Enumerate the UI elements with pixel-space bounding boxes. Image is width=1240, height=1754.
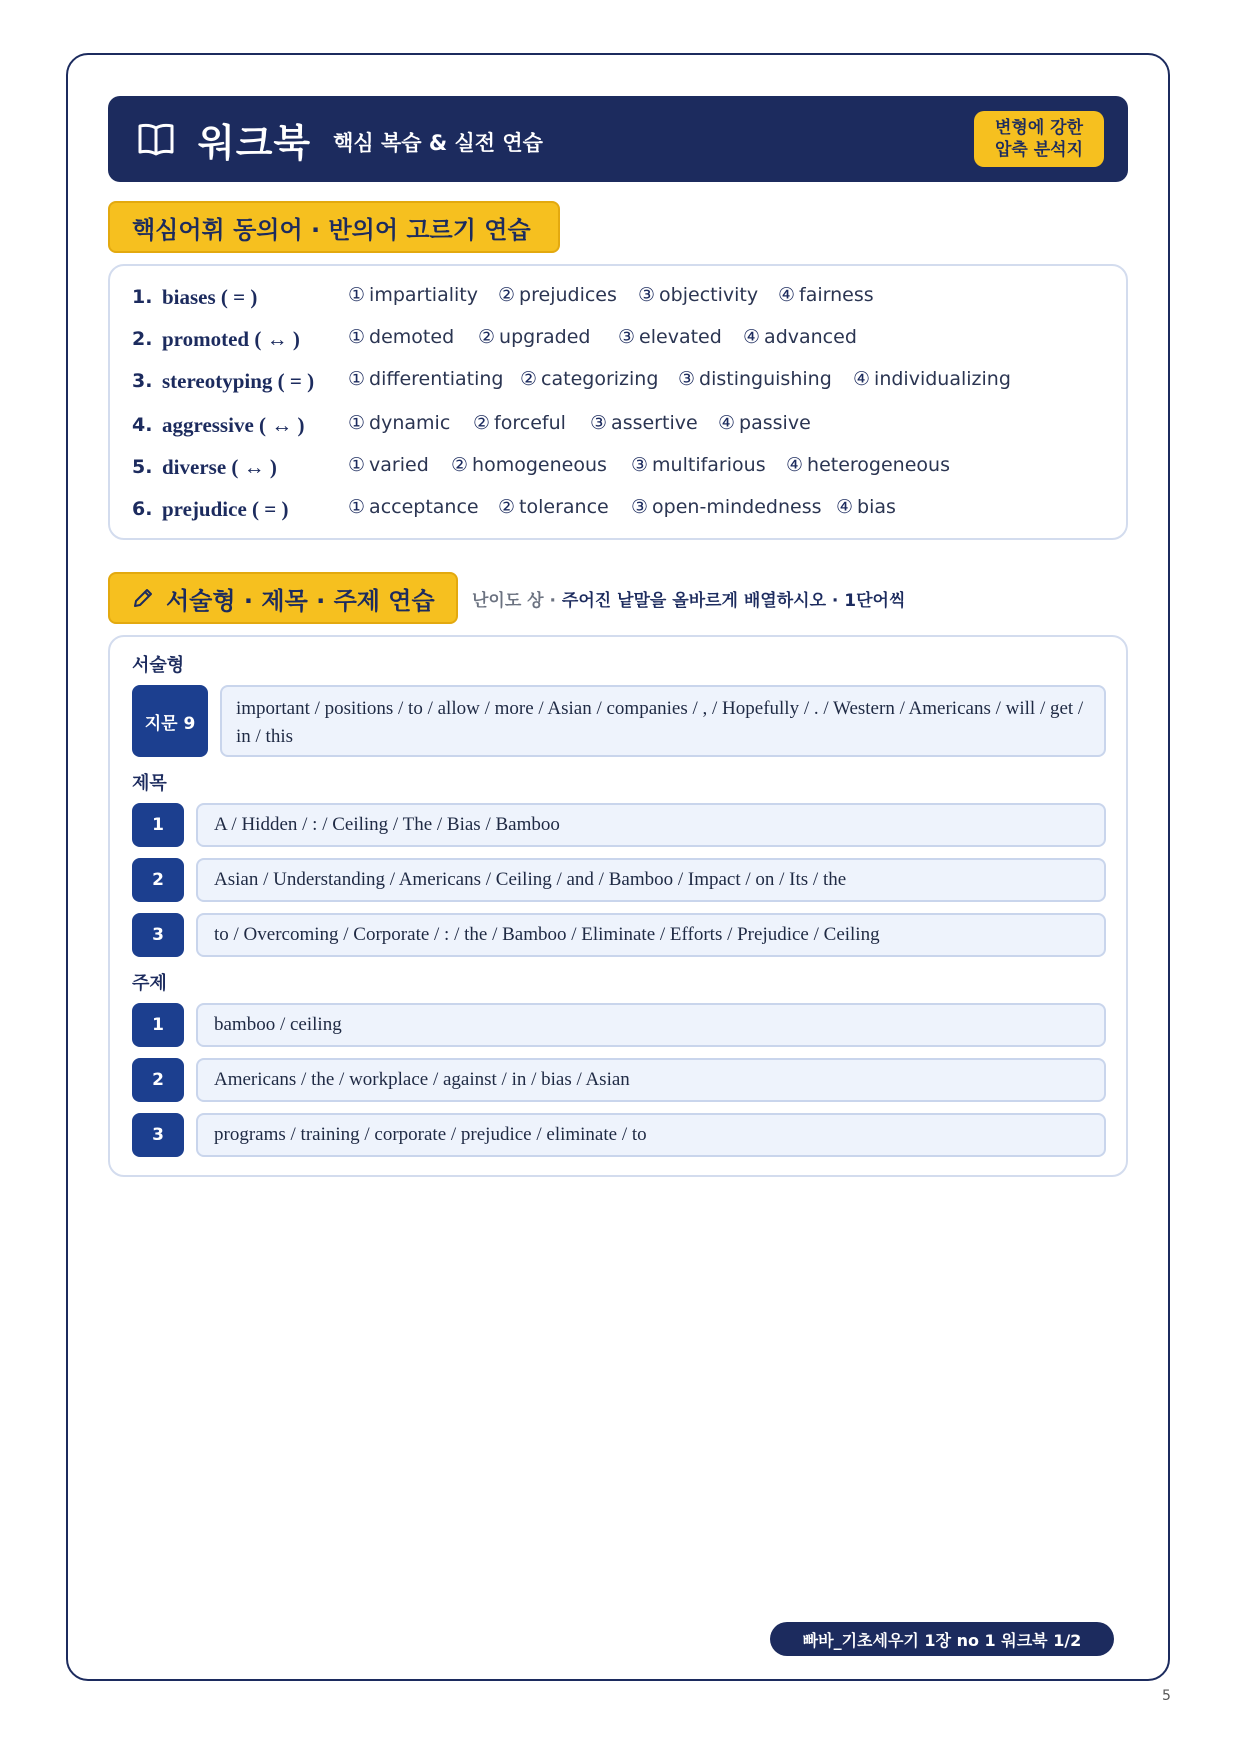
title-scramble-1: A / Hidden / : / Ceiling / The / Bias / Bamboo bbox=[196, 803, 1106, 847]
passage-scramble-box: important / positions / to / allow / more / Asian / companies / , / Hopefully / . / Western / Americans / will / get / in / this bbox=[220, 685, 1106, 757]
topic-badge-2: 2 bbox=[132, 1058, 184, 1102]
vocab-item-number: 5. bbox=[132, 456, 153, 478]
option-text: upgraded bbox=[499, 326, 591, 348]
topic-scramble-1: bamboo / ceiling bbox=[196, 1003, 1106, 1047]
vocab-option[interactable] bbox=[348, 454, 429, 476]
vocab-option[interactable] bbox=[743, 326, 857, 348]
option-text: individualizing bbox=[874, 368, 1011, 390]
option-marker: ③ bbox=[590, 412, 608, 434]
option-marker: ① bbox=[348, 412, 366, 434]
option-text: differentiating bbox=[369, 368, 504, 390]
option-marker: ① bbox=[348, 284, 366, 306]
vocab-item bbox=[132, 364, 1102, 398]
essay-label: 서술형 bbox=[132, 655, 185, 676]
option-text: impartiality bbox=[369, 284, 478, 306]
topic-label: 주제 bbox=[132, 973, 167, 994]
vocab-option[interactable] bbox=[473, 412, 566, 434]
vocab-option[interactable] bbox=[348, 412, 450, 434]
topic-badge-3: 3 bbox=[132, 1113, 184, 1157]
option-text: fairness bbox=[799, 284, 874, 306]
option-text: passive bbox=[739, 412, 811, 434]
option-text: categorizing bbox=[541, 368, 659, 390]
vocab-item bbox=[132, 492, 1102, 526]
vocab-option[interactable] bbox=[718, 412, 811, 434]
vocab-option[interactable] bbox=[348, 284, 478, 306]
option-text: demoted bbox=[369, 326, 455, 348]
vocab-item bbox=[132, 322, 1102, 356]
vocab-item-word: promoted ( ↔ ) bbox=[162, 326, 300, 351]
vocab-option[interactable] bbox=[853, 368, 1011, 390]
option-text: dynamic bbox=[369, 412, 451, 434]
vocab-options bbox=[348, 364, 1102, 398]
vocab-option[interactable] bbox=[348, 368, 504, 390]
vocab-option[interactable] bbox=[786, 454, 950, 476]
vocab-option[interactable] bbox=[451, 454, 607, 476]
option-text: advanced bbox=[764, 326, 857, 348]
header-badge bbox=[974, 111, 1104, 167]
title-badge-1: 1 bbox=[132, 803, 184, 847]
vocab-options bbox=[348, 280, 1102, 314]
topic-badge-1: 1 bbox=[132, 1003, 184, 1047]
vocab-option[interactable] bbox=[778, 284, 874, 306]
header-title: 워크북 bbox=[198, 120, 312, 165]
vocab-item-number: 6. bbox=[132, 498, 153, 520]
vocab-option[interactable] bbox=[498, 284, 617, 306]
footer-label: 빠바_기초세우기 1장 no 1 워크북 1/2 bbox=[770, 1622, 1114, 1656]
page-number: 5 bbox=[1162, 1688, 1171, 1704]
section-title-writing bbox=[108, 572, 458, 624]
vocab-option[interactable] bbox=[631, 496, 822, 518]
passage-badge: 지문 9 bbox=[132, 685, 208, 757]
option-text: homogeneous bbox=[472, 454, 607, 476]
instruction-text: 주어진 낱말을 올바르게 배열하시오 · 1단어씩 bbox=[561, 591, 906, 611]
option-text: varied bbox=[369, 454, 429, 476]
pencil-icon bbox=[132, 587, 154, 609]
vocab-option[interactable] bbox=[498, 496, 609, 518]
badge-line-2: 압축 분석지 bbox=[994, 140, 1084, 160]
option-marker: ② bbox=[498, 496, 516, 518]
option-text: prejudices bbox=[519, 284, 617, 306]
topic-scramble-3: programs / training / corporate / prejudice / eliminate / to bbox=[196, 1113, 1106, 1157]
section-note bbox=[472, 586, 905, 611]
option-marker: ② bbox=[478, 326, 496, 348]
option-marker: ② bbox=[498, 284, 516, 306]
option-text: objectivity bbox=[659, 284, 759, 306]
option-marker: ④ bbox=[853, 368, 871, 390]
option-marker: ① bbox=[348, 496, 366, 518]
vocab-item-number: 4. bbox=[132, 414, 153, 436]
option-text: elevated bbox=[639, 326, 722, 348]
book-icon bbox=[136, 119, 176, 159]
option-marker: ④ bbox=[786, 454, 804, 476]
vocab-item-number: 2. bbox=[132, 328, 153, 350]
vocab-item-word: biases ( = ) bbox=[162, 284, 258, 309]
title-scramble-3: to / Overcoming / Corporate / : / the / Bamboo / Eliminate / Efforts / Prejudice / Ceiling bbox=[196, 913, 1106, 957]
option-text: open-mindedness bbox=[652, 496, 822, 518]
option-marker: ④ bbox=[718, 412, 736, 434]
vocab-item-word: stereotyping ( = ) bbox=[162, 368, 315, 393]
vocab-option[interactable] bbox=[478, 326, 590, 348]
section-title-vocab: 핵심어휘 동의어 · 반의어 고르기 연습 bbox=[108, 201, 560, 253]
badge-line-1: 변형에 강한 bbox=[994, 118, 1084, 138]
option-text: acceptance bbox=[369, 496, 479, 518]
option-marker: ④ bbox=[778, 284, 796, 306]
option-marker: ③ bbox=[618, 326, 636, 348]
vocab-item-word: diverse ( ↔ ) bbox=[162, 454, 277, 479]
vocab-options bbox=[348, 322, 1102, 356]
vocab-option[interactable] bbox=[836, 496, 896, 518]
option-marker: ③ bbox=[631, 496, 649, 518]
writing-panel bbox=[108, 635, 1128, 1177]
vocab-option[interactable] bbox=[348, 326, 454, 348]
vocab-panel bbox=[108, 264, 1128, 540]
option-marker: ④ bbox=[743, 326, 761, 348]
vocab-item-word: prejudice ( = ) bbox=[162, 496, 289, 521]
vocab-option[interactable] bbox=[618, 326, 722, 348]
vocab-option[interactable] bbox=[520, 368, 658, 390]
topic-scramble-2: Americans / the / workplace / against / in / bias / Asian bbox=[196, 1058, 1106, 1102]
option-marker: ④ bbox=[836, 496, 854, 518]
vocab-item bbox=[132, 408, 1102, 442]
option-marker: ② bbox=[473, 412, 491, 434]
difficulty-level: 난이도 상 · bbox=[472, 591, 562, 611]
vocab-option[interactable] bbox=[631, 454, 766, 476]
vocab-option[interactable] bbox=[590, 412, 698, 434]
option-text: multifarious bbox=[652, 454, 766, 476]
vocab-option[interactable] bbox=[638, 284, 758, 306]
option-marker: ① bbox=[348, 368, 366, 390]
vocab-item-word: aggressive ( ↔ ) bbox=[162, 412, 305, 437]
option-text: tolerance bbox=[519, 496, 609, 518]
vocab-option[interactable] bbox=[348, 496, 479, 518]
option-text: bias bbox=[857, 496, 896, 518]
option-text: assertive bbox=[611, 412, 698, 434]
title-scramble-2: Asian / Understanding / Americans / Ceiling / and / Bamboo / Impact / on / Its / the bbox=[196, 858, 1106, 902]
vocab-item-number: 3. bbox=[132, 370, 153, 392]
section-title-writing-text: 서술형 · 제목 · 주제 연습 bbox=[166, 586, 435, 615]
vocab-options bbox=[348, 408, 1102, 442]
vocab-item-number: 1. bbox=[132, 286, 153, 308]
title-label: 제목 bbox=[132, 773, 167, 794]
option-text: forceful bbox=[494, 412, 566, 434]
option-text: heterogeneous bbox=[807, 454, 950, 476]
option-text: distinguishing bbox=[699, 368, 832, 390]
header-subtitle: 핵심 복습 & 실전 연습 bbox=[333, 131, 543, 155]
title-badge-3: 3 bbox=[132, 913, 184, 957]
option-marker: ① bbox=[348, 454, 366, 476]
vocab-option[interactable] bbox=[678, 368, 832, 390]
option-marker: ② bbox=[451, 454, 469, 476]
vocab-options bbox=[348, 492, 1102, 526]
option-marker: ③ bbox=[631, 454, 649, 476]
option-marker: ② bbox=[520, 368, 538, 390]
option-marker: ③ bbox=[638, 284, 656, 306]
vocab-item bbox=[132, 450, 1102, 484]
option-marker: ③ bbox=[678, 368, 696, 390]
title-badge-2: 2 bbox=[132, 858, 184, 902]
vocab-options bbox=[348, 450, 1102, 484]
option-marker: ① bbox=[348, 326, 366, 348]
workbook-header bbox=[108, 96, 1128, 182]
vocab-item bbox=[132, 280, 1102, 314]
